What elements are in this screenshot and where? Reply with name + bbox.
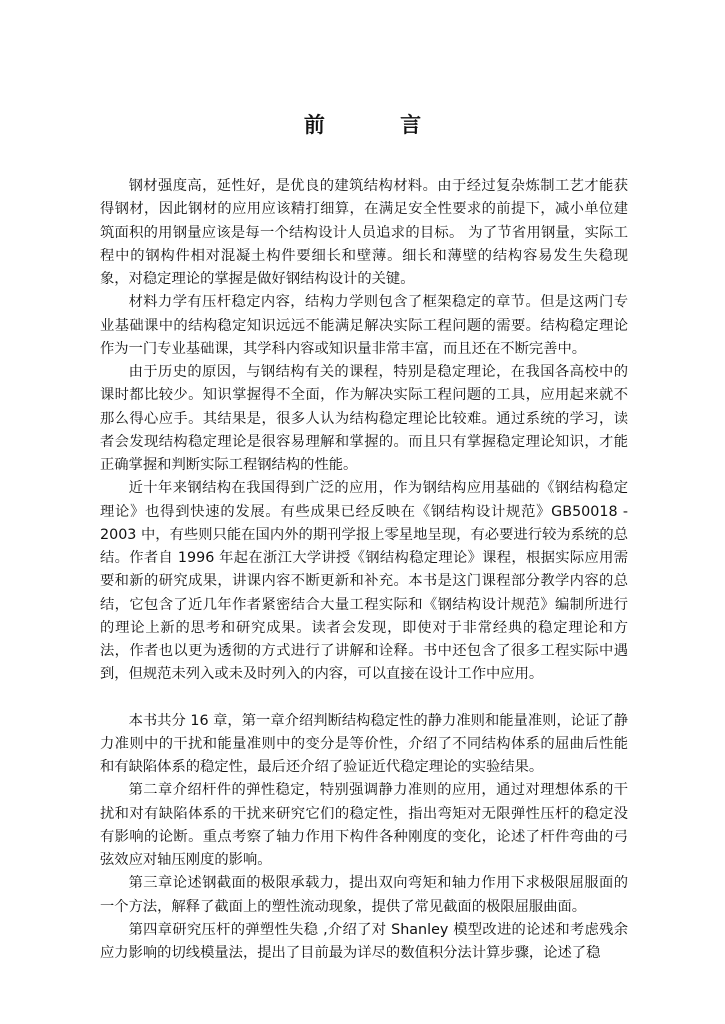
paragraph-1: 钢材强度高，延性好，是优良的建筑结构材料。由于经过复杂炼制工艺才能获得钢材，因此钢材的应用应该精打细算，在满足安全性要求的前提下，减小单位建筑面积的用钢量应该是每一个结构设计人员追求的目标。 为了节省用钢量，实际工程中的钢构件相对混凝土构件要细长和壁薄。细长和薄壁的结构容易发生失稳现象，对稳定理论的掌握是做好钢结构设计的关键。: [100, 178, 628, 287]
paragraph-6: 第二章介绍杆件的弹性稳定，特别强调静力准则的应用，通过对理想体系的干扰和对有缺陷体系的干扰来研究它们的稳定性，指出弯矩对无限弹性压杆的稳定没有影响的论断。重点考察了轴力作用下构件各种刚度的变化，论述了杆件弯曲的弓弦效应对轴压刚度的影响。: [100, 782, 628, 868]
paragraph-2: 材料力学有压杆稳定内容，结构力学则包含了框架稳定的章节。但是这两门专业基础课中的结构稳定知识远远不能满足解决实际工程问题的需要。结构稳定理论作为一门专业基础课，其学科内容或知识量非常丰富，而且还在不断完善中。: [100, 294, 628, 357]
paragraph-8: 第四章研究压杆的弹塑性失稳 ,介绍了对 Shanley 模型改进的论述和考虑残余应力影响的切线模量法，提出了目前最为详尽的数值积分法计算步骤，论述了稳: [100, 921, 628, 961]
paragraph-5: 本书共分 16 章，第一章介绍判断结构稳定性的静力准则和能量准则，论证了静力准则中的干扰和能量准则中的变分是等价性，介绍了不同结构体系的屈曲后性能和有缺陷体系的稳定性，最后还介绍了验证近代稳定理论的实验结果。: [100, 712, 628, 775]
paragraph-7: 第三章论述钢截面的极限承载力，提出双向弯矩和轴力作用下求极限屈服面的一个方法，解释了截面上的塑性流动现象，提供了常见截面的极限屈服曲面。: [100, 875, 628, 915]
paragraph-4: 近十年来钢结构在我国得到广泛的应用，作为钢结构应用基础的《钢结构稳定理论》也得到快速的发展。有些成果已经反映在《钢结构设计规范》GB50018 - 2003 中，有些则只能在国内外的期刊学报上零星地呈现，有必要进行较为系统的总结。作者自 1996 年起在浙江大学讲授《钢结构稳定理论》课程，根据实际应用需要和新的研究成果，讲课内容不断更新和补充。本书是这门课程部分教学内容的总结，它包含了近几年作者紧密结合大量工程实际和《钢结构设计规范》编制所进行的理论上新的思考和研究成果。读者会发现，即使对于非常经典的稳定理论和方法，作者也以更为透彻的方式进行了讲解和诠释。书中还包含了很多工程实际中遇到，但规范未列入或未及时列入的内容，可以直接在设计工作中应用。: [100, 480, 628, 683]
paragraph-3: 由于历史的原因，与钢结构有关的课程，特别是稳定理论，在我国各高校中的课时都比较少。知识掌握得不全面，作为解决实际工程问题的工具，应用起来就不那么得心应手。其结果是，很多人认为结构稳定理论比较难。通过系统的学习，读者会发现结构稳定理论是很容易理解和掌握的。而且只有掌握稳定理论知识，才能正确掌握和判断实际工程钢结构的性能。: [100, 364, 628, 473]
page-title: 前 言: [303, 112, 456, 137]
preface-body: [100, 175, 628, 965]
